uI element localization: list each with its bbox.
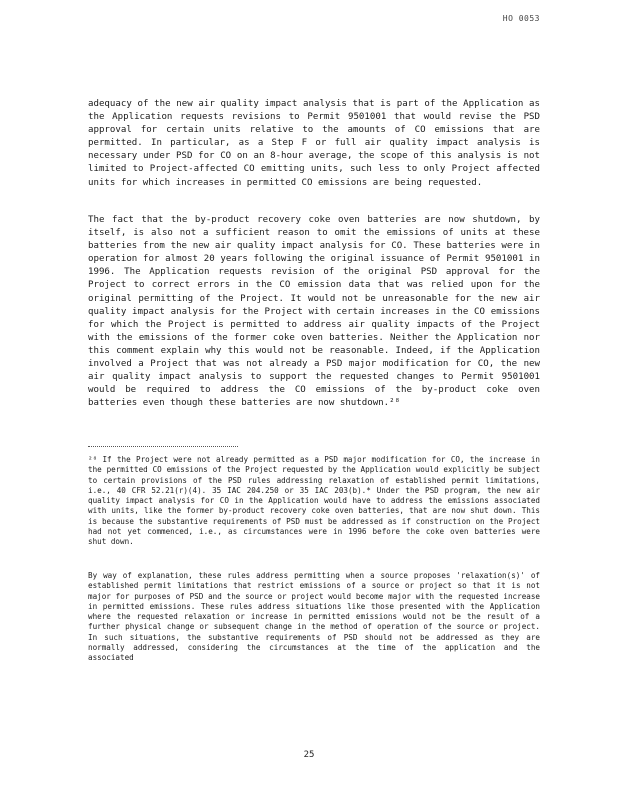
body-paragraph-1: adequacy of the new air quality impact analysis that is part of the Application as the Application requests revisions to Permit 9501001 that would revise the PSD approval for certain units relative to the amounts of CO emissions that are permitted. In particular, as a Step F or full air quality impact analysis is necessary under PSD for CO on an 8-hour average, the scope of this analysis is not limited to Project-affected CO emitting units, such less to only Project affected units for which increases in permitted CO emissions are being requested. bbox=[88, 99, 540, 188]
footnote-28: ²⁸ If the Project were not already permitted as a PSD major modification for CO, the increase in the permitted CO emissions of the Project requested by the Application would explicitly be subject to certain provisions of the PSD rules addressing relaxation of established permit limitations, i.e., 40 CFR 52.21(r)(4). 35 IAC 204.250 or 35 IAC 203(b).* Under the PSD program, the new air quality impact analysis for CO in the Application would have to address the emissions associated with units, like the former by-product recovery coke oven batteries, that are now shut down. This is because the substantive requirements of PSD must be addressed as if construction on the Project had not yet commenced, i.e., as circumstances were in 1996 before the coke oven batteries were shut down. bbox=[88, 455, 540, 546]
footnote-separator bbox=[88, 446, 238, 447]
page-number: 25 bbox=[303, 750, 315, 760]
body-paragraph-2: The fact that the by-product recovery coke oven batteries are now shutdown, by itself, is also not a sufficient reason to omit the emissions of units at these batteries from the new air quality impact analysis for CO. These batteries were in operation for almost 20 years following the original issuance of Permit 9501001 in 1996. The Application requests revision of the original PSD approval for the Project to correct errors in the CO emission data that was relied upon for the original permitting of the Project. It would not be unreasonable for the new air quality impact analysis for the Project with certain increases in the CO emissions for which the Project is permitted to address air quality impacts of the Project with the emissions of the former coke oven batteries. Neither the Application nor this comment explain why this would not be reasonable. Indeed, if the Application involved a Project that was not already a PSD major modification for CO, the new air quality impact analysis to support the requested changes to Permit 9501001 would be required to address the CO emissions of the by-product coke oven batteries even though these batteries are now shutdown.²⁸ bbox=[88, 215, 540, 409]
document-id: HO 0053 bbox=[502, 14, 540, 23]
footnote-continuation: By way of explanation, these rules address permitting when a source proposes 'relaxation(s)' of established permit limitations that restrict emissions of a source or project so that it is not major for purposes of PSD and the source or project would become major with the requested increase in permitted emissions. These rules address situations like those presented with the Application where the requested relaxation or increase in permitted emissions would not be the result of a further physical change or subsequent change in the method of operation of the source or project. In such situations, the substantive requirements of PSD should not be addressed as they are normally addressed, considering the circumstances at the time of the application and the associated bbox=[88, 571, 540, 662]
